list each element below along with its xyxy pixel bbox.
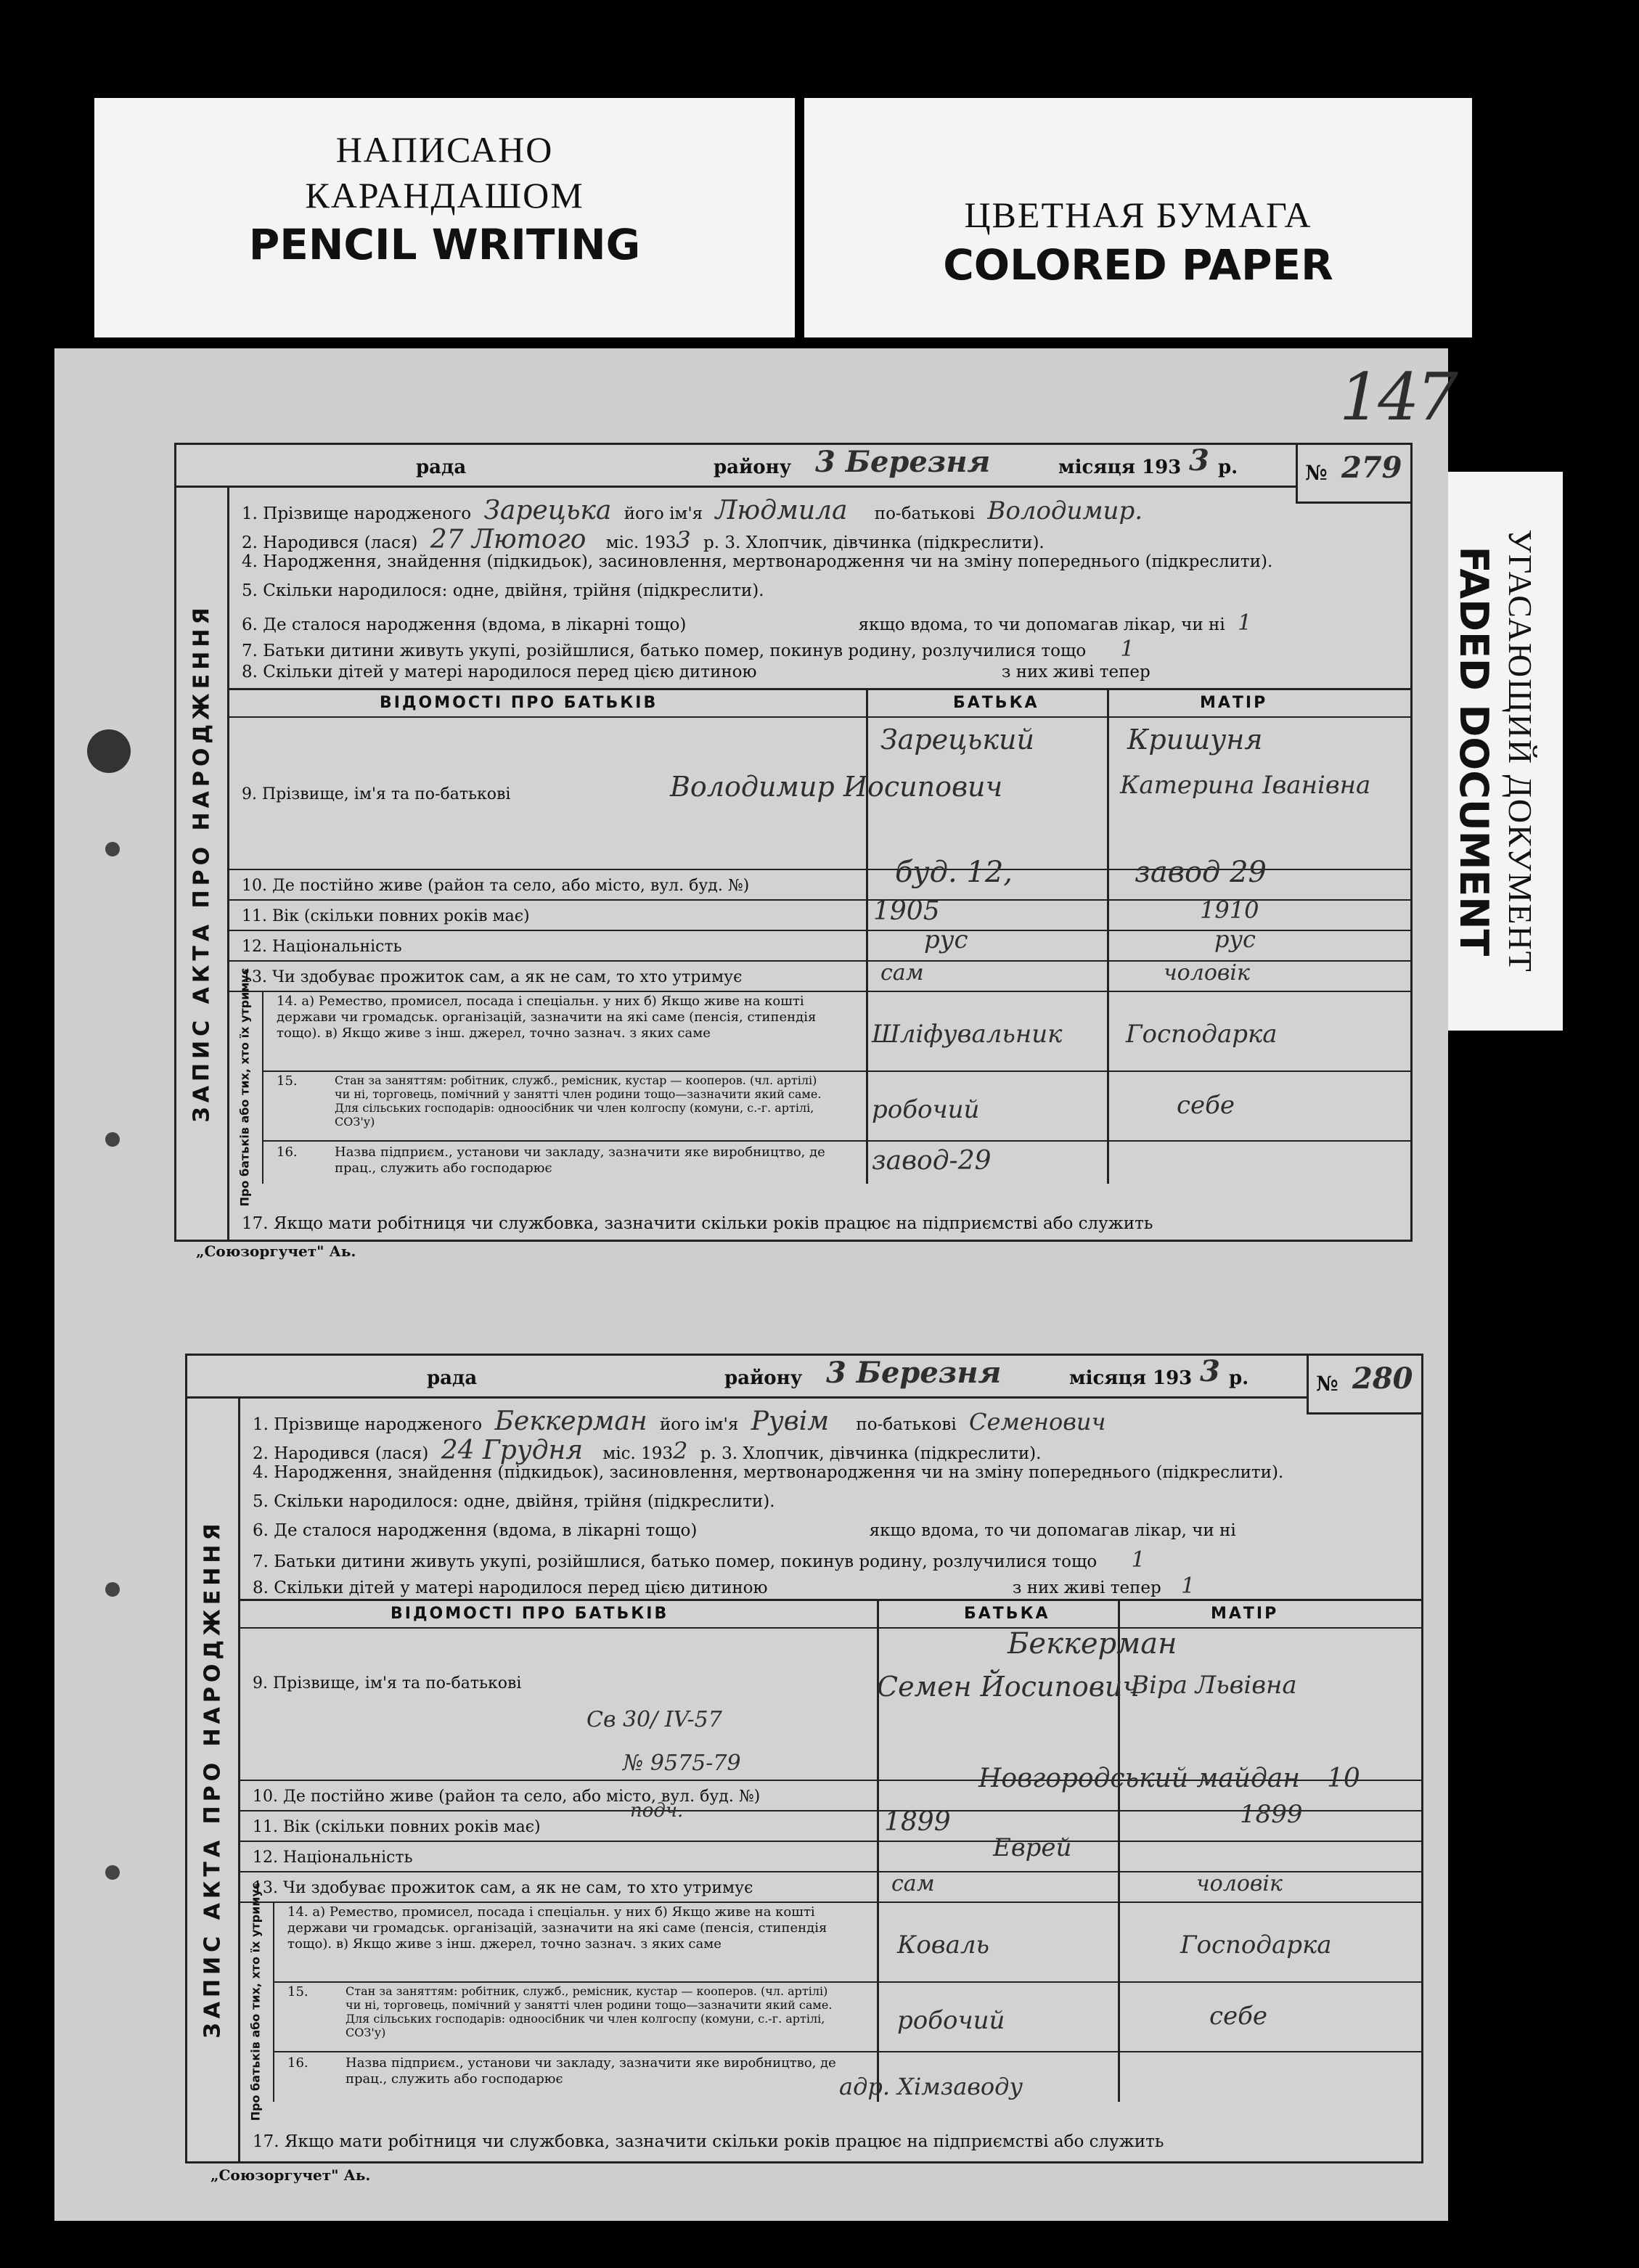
table-row bbox=[262, 991, 1410, 1072]
record-number-box bbox=[1307, 1356, 1421, 1415]
name-hand: Рувім bbox=[751, 1407, 830, 1436]
table-row bbox=[227, 960, 1410, 992]
r16-num: 16. bbox=[277, 1145, 298, 1160]
month-label: місяця bbox=[1069, 1367, 1146, 1389]
surname-hand: Зарецька bbox=[483, 496, 612, 525]
r10-label: 10. Де постійно живе (район та село, або місто, вул. буд. №) bbox=[253, 1788, 761, 1806]
line-5: 5. Скільки народилося: одне, двійня, трійня (підкреслити). bbox=[242, 581, 764, 600]
line-8 bbox=[253, 1573, 1195, 1599]
r16-label: Назва підприєм., установи чи закладу, зазначити яке виробництво, де прац., служить або господарює bbox=[335, 1145, 825, 1176]
table-row bbox=[273, 1901, 1421, 1983]
table-row bbox=[238, 1833, 1421, 1872]
mother-name2: Катерина Іванівна bbox=[1120, 771, 1371, 800]
mother-age: 1910 bbox=[1200, 896, 1259, 924]
father-status: робочий bbox=[872, 1095, 980, 1124]
table-row bbox=[273, 2051, 1421, 2102]
line-1 bbox=[242, 496, 1143, 525]
table-row bbox=[238, 1627, 1421, 1781]
record-header bbox=[187, 1356, 1421, 1399]
father-trade: Шліфувальник bbox=[872, 1020, 1063, 1049]
rada-label: рада bbox=[427, 1367, 478, 1389]
mother-name1: Беккерман bbox=[1007, 1627, 1177, 1661]
father-age: 1899 bbox=[884, 1807, 951, 1837]
th-mother: МАТІР bbox=[1211, 1605, 1279, 1623]
label-colored-paper bbox=[804, 98, 1472, 337]
father-status: робочий bbox=[897, 2006, 1005, 2035]
punch-hole bbox=[105, 1582, 120, 1597]
father-addr: Новгородський майдан bbox=[978, 1764, 1300, 1793]
record-header bbox=[176, 445, 1410, 488]
l8b-label: з них живі тепер bbox=[1001, 663, 1150, 681]
punch-hole bbox=[105, 1865, 120, 1880]
raion-hand: 3 Березня bbox=[826, 1356, 1002, 1390]
l1c-label: по-батькові bbox=[874, 504, 976, 523]
l6-label: 6. Де сталося народження (вдома, в лікарні тощо) bbox=[242, 615, 687, 634]
r-label: р. bbox=[1229, 1367, 1249, 1389]
line-6 bbox=[242, 610, 1251, 636]
r12-label: 12. Національність bbox=[242, 938, 402, 956]
r13-label: 13. Чи здобуває прожиток сам, а як не сам, то хто утримує bbox=[242, 968, 743, 986]
r16-label: Назва підприєм., установи чи закладу, зазначити яке виробництво, де прац., служить або господарює bbox=[346, 2055, 836, 2087]
year-hand: 3 bbox=[1189, 443, 1209, 478]
label-faded-ru: УГАСАЮЩИЙ ДОКУМЕНТ bbox=[1501, 529, 1539, 973]
note-2: № 9575-79 bbox=[623, 1751, 741, 1776]
r11-label: 11. Вік (скільки повних років має) bbox=[253, 1818, 541, 1836]
record-number: 279 bbox=[1341, 451, 1402, 485]
r13-label: 13. Чи здобуває прожиток сам, а як не сам, то хто утримує bbox=[253, 1879, 753, 1897]
number-label: № bbox=[1305, 461, 1328, 485]
mother-status: себе bbox=[1177, 1091, 1235, 1120]
table-row bbox=[227, 925, 1410, 962]
father-age: 1905 bbox=[873, 896, 940, 926]
page-number: 147 bbox=[1339, 359, 1455, 435]
surname-hand: Беккерман bbox=[494, 1407, 647, 1436]
l6b-label: якщо вдома, то чи допомагав лікар, чи ні bbox=[858, 615, 1225, 634]
birth-record-2 bbox=[185, 1354, 1423, 2163]
father-nat: Еврей bbox=[993, 1833, 1072, 1862]
line-7 bbox=[253, 1547, 1145, 1573]
mother-status: себе bbox=[1209, 2002, 1268, 2031]
l8-label: 8. Скільки дітей у матері народилося перед цією дитиною bbox=[253, 1579, 768, 1597]
l7-hand: 1 bbox=[1131, 1547, 1145, 1573]
line-4: 4. Народження, знайдення (підкидьок), засиновлення, мертвонародження чи на зміну попереднього (підкреслити). bbox=[253, 1463, 1284, 1482]
label-colored-en: COLORED PAPER bbox=[943, 240, 1333, 290]
l1b-label: його ім'я bbox=[624, 504, 703, 523]
birth-record-1 bbox=[174, 443, 1413, 1242]
label-faded-en: FADED DOCUMENT bbox=[1451, 546, 1497, 957]
patronymic-hand: Володимир. bbox=[987, 496, 1143, 525]
l2-label: 2. Народився (лася) bbox=[242, 533, 418, 552]
line-5: 5. Скільки народилося: одне, двійня, трійня (підкреслити). bbox=[253, 1492, 775, 1511]
name-hand: Людмила bbox=[715, 496, 848, 525]
mother-support: чоловік bbox=[1164, 960, 1250, 986]
raion-hand: 3 Березня bbox=[815, 445, 991, 479]
label-colored-ru: ЦВЕТНАЯ БУМАГА bbox=[964, 195, 1312, 235]
mother-age: 1899 bbox=[1240, 1800, 1303, 1829]
l1c-label: по-батькові bbox=[856, 1415, 957, 1434]
label-pencil-ru: НАПИСАНО bbox=[335, 129, 554, 170]
line-6 bbox=[253, 1521, 1236, 1540]
line-8 bbox=[242, 663, 1150, 681]
l1-label: 1. Прізвище народженого bbox=[242, 504, 472, 523]
punch-hole bbox=[105, 1132, 120, 1147]
l2c-label: р. 3. Хлопчик, дівчинка (підкреслити). bbox=[703, 533, 1045, 552]
th-father: БАТЬКА bbox=[964, 1605, 1050, 1623]
th-info: ВІДОМОСТІ ПРО БАТЬКІВ bbox=[380, 694, 658, 712]
l8-hand: 1 bbox=[1181, 1573, 1195, 1599]
side-title-text: ЗАПИС АКТА ПРО НАРОДЖЕННЯ bbox=[200, 1519, 226, 2039]
r15-label: Стан за заняттям: робітник, служб., ремісник, кустар — кооперов. (чл. артілі) чи ні, торговець, помічний у занятті член родини тощо—зазначити який саме. Для сільських господарів: одноосібник чи член колгоспу (комуни, с.-г. артілі, СОЗ'у) bbox=[335, 1073, 822, 1129]
sub-side-label bbox=[227, 967, 263, 1207]
father-support: сам bbox=[891, 1871, 935, 1896]
l6-label: 6. Де сталося народження (вдома, в лікарні тощо) bbox=[253, 1521, 698, 1540]
note-nat: подч. bbox=[630, 1800, 684, 1822]
l2b-label: міс. 193 bbox=[602, 1444, 674, 1463]
mother-nat: рус bbox=[1214, 925, 1256, 953]
l2c-label: р. 3. Хлопчик, дівчинка (підкреслити). bbox=[700, 1444, 1042, 1463]
r12-label: 12. Національність bbox=[253, 1849, 413, 1867]
l7-hand: 1 bbox=[1120, 636, 1135, 662]
line-17: 17. Якщо мати робітниця чи службовка, зазначити скільки років працює на підприємстві або служить bbox=[253, 2132, 1164, 2151]
table-row bbox=[273, 1981, 1421, 2052]
line-4: 4. Народження, знайдення (підкидьок), засиновлення, мертвонародження чи на зміну попереднього (підкреслити). bbox=[242, 552, 1273, 571]
sub-side-label bbox=[238, 1882, 274, 2121]
raionu-label: району bbox=[714, 457, 792, 478]
table-row bbox=[238, 1871, 1421, 1903]
father-work: адр. Хімзаводу bbox=[839, 2073, 1023, 2100]
parents-table bbox=[238, 1599, 1421, 2121]
month-label: місяця bbox=[1058, 457, 1135, 478]
l2-label: 2. Народився (лася) bbox=[253, 1444, 429, 1463]
born-hand: 27 Лютого bbox=[430, 525, 586, 554]
born-hand: 24 Грудня bbox=[441, 1436, 584, 1465]
line-17: 17. Якщо мати робітниця чи службовка, зазначити скільки років працює на підприємстві або служить bbox=[242, 1214, 1153, 1233]
r14-label: 14. а) Ремество, промисел, посада і спеціальн. у них б) Якщо живе на коштi держави чи громадськ. організацій, зазначити на які саме (пенсія, стипендія тощо). в) Якщо живе з інш. джерел, точно зазнач. з яких саме bbox=[277, 994, 817, 1041]
side-title bbox=[176, 486, 229, 1240]
father-addr: буд. 12, bbox=[895, 856, 1013, 889]
r14-label: 14. а) Ремество, промисел, посада і спеціальн. у них б) Якщо живе на коштi держави чи громадськ. організацій, зазначити на які саме (пенсія, стипендія тощо). в) Якщо живе з інш. джерел, точно зазнач. з яких саме bbox=[287, 1904, 827, 1952]
side-title-text: ЗАПИС АКТА ПРО НАРОДЖЕННЯ bbox=[189, 602, 215, 1123]
born-year-hand: 2 bbox=[673, 1437, 688, 1465]
r9-label: 9. Прізвище, ім'я та по-батькові bbox=[242, 785, 511, 803]
table-row bbox=[238, 1800, 1421, 1842]
r10-label: 10. Де постійно живе (район та село, або місто, вул. буд. №) bbox=[242, 877, 750, 895]
year-label: 193 bbox=[1142, 457, 1182, 478]
l1-label: 1. Прізвище народженого bbox=[253, 1415, 483, 1434]
parents-table bbox=[227, 688, 1410, 1207]
father-trade: Коваль bbox=[897, 1931, 990, 1960]
side-title bbox=[187, 1396, 240, 2161]
sub-side-text: Про батьків або тих, хто їх утримує bbox=[237, 967, 252, 1207]
mother-trade: Господарка bbox=[1180, 1931, 1332, 1960]
sub-side-text: Про батьків або тих, хто їх утримує bbox=[248, 1882, 263, 2121]
year-hand: 3 bbox=[1200, 1354, 1220, 1388]
r-label: р. bbox=[1218, 457, 1238, 478]
father-name2: Володимир Иосипович bbox=[670, 771, 1003, 803]
r15-label: Стан за заняттям: робітник, служб., ремісник, кустар — кооперов. (чл. артілі) чи ні, торговець, помічний у занятті член родини тощо—зазначити який саме. Для сільських господарів: одноосібник чи член колгоспу (комуни, с.-г. артілі, СОЗ'у) bbox=[346, 1984, 833, 2039]
l8-label: 8. Скільки дітей у матері народилося перед цією дитиною bbox=[242, 663, 757, 681]
r16-num: 16. bbox=[287, 2055, 308, 2071]
r15-num: 15. bbox=[277, 1073, 298, 1089]
punch-hole bbox=[87, 729, 131, 773]
mother-addr: завод 29 bbox=[1135, 856, 1267, 889]
record-number: 280 bbox=[1352, 1362, 1413, 1396]
l6b-label: якщо вдома, то чи допомагав лікар, чи ні bbox=[869, 1521, 1236, 1540]
record-number-box bbox=[1296, 445, 1410, 504]
r9-label: 9. Прізвище, ім'я та по-батькові bbox=[253, 1674, 522, 1692]
r11-label: 11. Вік (скільки повних років має) bbox=[242, 907, 530, 925]
l7-label: 7. Батьки дитини живуть укупі, розійшлися, батько помер, покинув родину, розлучилися тощо bbox=[242, 642, 1087, 660]
mother-addr: 10 bbox=[1327, 1764, 1360, 1793]
number-label: № bbox=[1316, 1372, 1338, 1396]
l7-label: 7. Батьки дитини живуть укупі, розійшлися, батько помер, покинув родину, розлучилися тощо bbox=[253, 1552, 1098, 1571]
l2b-label: міс. 193 bbox=[605, 533, 677, 552]
label-pencil-writing bbox=[94, 98, 795, 337]
table-row bbox=[262, 1070, 1410, 1142]
table-header bbox=[227, 690, 1410, 718]
father-support: сам bbox=[880, 960, 924, 986]
father-work: завод-29 bbox=[872, 1146, 992, 1176]
mother-trade: Господарка bbox=[1126, 1020, 1278, 1049]
footer-2: „Союзоргучет" Аь. bbox=[211, 2166, 371, 2184]
line-1 bbox=[253, 1407, 1105, 1436]
l8b-label: з них живі тепер bbox=[1012, 1579, 1161, 1597]
table-header bbox=[238, 1601, 1421, 1629]
father-nat: рус bbox=[924, 925, 968, 954]
rada-label: рада bbox=[416, 457, 467, 478]
footer-1: „Союзоргучет" Аь. bbox=[196, 1243, 356, 1260]
born-year-hand: 3 bbox=[676, 526, 691, 554]
mother-name1: Кришуня bbox=[1127, 724, 1263, 756]
mother-support: чоловік bbox=[1196, 1871, 1283, 1896]
line-2 bbox=[253, 1436, 1041, 1465]
mother-name2: Віра Львівна bbox=[1131, 1671, 1297, 1700]
punch-hole bbox=[105, 842, 120, 856]
th-info: ВІДОМОСТІ ПРО БАТЬКІВ bbox=[391, 1605, 669, 1623]
table-row bbox=[227, 716, 1410, 870]
patronymic-hand: Семенович bbox=[969, 1408, 1106, 1436]
r15-num: 15. bbox=[287, 1984, 308, 1999]
line-2 bbox=[242, 525, 1045, 554]
l1b-label: його ім'я bbox=[659, 1415, 739, 1434]
father-name2: Семен Йосипович bbox=[877, 1671, 1140, 1703]
raionu-label: району bbox=[724, 1367, 803, 1389]
label-pencil-en: PENCIL WRITING bbox=[248, 220, 641, 269]
table-row bbox=[262, 1140, 1410, 1184]
label-pencil-ru2: КАРАНДАШОМ bbox=[305, 174, 584, 216]
line-7 bbox=[242, 636, 1135, 662]
father-name1: Зарецький bbox=[880, 724, 1034, 756]
th-mother: МАТІР bbox=[1200, 694, 1268, 712]
year-label: 193 bbox=[1153, 1367, 1193, 1389]
l6-hand: 1 bbox=[1238, 610, 1252, 636]
note-1: Св 30/ IV-57 bbox=[586, 1707, 722, 1732]
th-father: БАТЬКА bbox=[953, 694, 1039, 712]
